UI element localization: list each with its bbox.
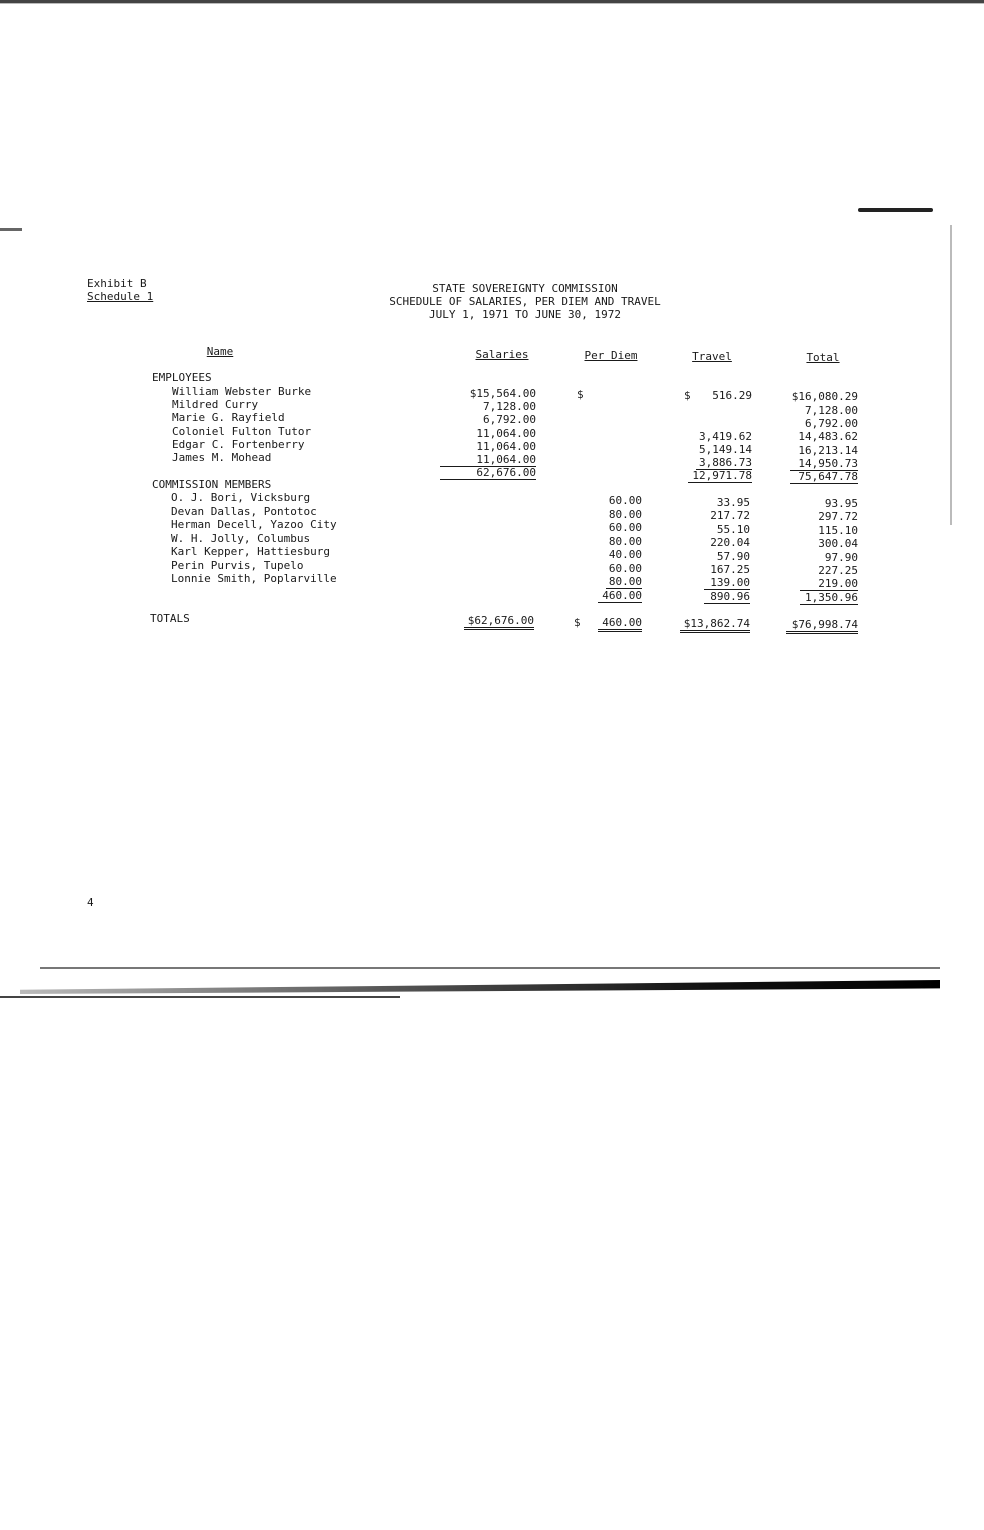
total-cell: $16,080.29: [791, 390, 858, 403]
salary-cell: 6,792.00: [483, 413, 536, 426]
exhibit-label: Exhibit B: [87, 277, 147, 290]
employee-name: Mildred Curry: [172, 398, 259, 411]
scan-mark-right: [858, 208, 933, 212]
scan-edge-right: [950, 225, 952, 525]
total-cell: 297.72: [818, 510, 858, 523]
travel-cell: 33.95: [716, 496, 750, 509]
salary-cell: 7,128.00: [483, 400, 536, 413]
column-header-travel: Travel: [692, 350, 732, 363]
member-name: O. J. Bori, Vicksburg: [171, 491, 311, 504]
total-cell: 300.04: [818, 537, 858, 550]
total-cell: 14,483.62: [798, 430, 858, 443]
travel-subtotal: 890.96: [704, 590, 750, 604]
total-subtotal: 1,350.96: [800, 591, 858, 605]
totals-salaries: $62,676.00: [464, 614, 534, 630]
salary-cell: 11,064.00: [440, 453, 536, 467]
document-subtitle: SCHEDULE OF SALARIES, PER DIEM AND TRAVEL: [389, 295, 661, 308]
travel-cell: 55.10: [716, 523, 750, 536]
per-diem-subtotal: 460.00: [598, 589, 642, 603]
scan-edge-top: [0, 0, 984, 8]
employee-name: Coloniel Fulton Tutor: [172, 425, 312, 438]
total-cell: 115.10: [818, 524, 858, 537]
travel-cell: 5,149.14: [699, 443, 752, 456]
total-cell: 219.00: [800, 577, 858, 591]
total-cell: 227.25: [818, 564, 858, 577]
per-diem-cell: 60.00: [608, 521, 642, 534]
scan-band: [40, 967, 940, 969]
travel-cell: 167.25: [710, 563, 750, 576]
schedule-label: Schedule 1: [87, 290, 154, 303]
page-number: 4: [87, 896, 94, 909]
total-cell: 97.90: [824, 551, 858, 564]
total-cell: 16,213.14: [798, 444, 858, 457]
totals-per-diem: 460.00: [598, 616, 642, 632]
per-diem-cell: 60.00: [608, 562, 642, 575]
totals-label: TOTALS: [150, 612, 190, 625]
scan-band: [20, 980, 940, 994]
section-heading-employees: EMPLOYEES: [152, 371, 212, 384]
per-diem-cell: 60.00: [608, 494, 642, 507]
member-name: Herman Decell, Yazoo City: [171, 518, 337, 531]
employee-name: James M. Mohead: [172, 451, 272, 464]
per-diem-cell: 80.00: [608, 508, 642, 521]
travel-currency-sign: $: [684, 389, 691, 402]
total-cell: 6,792.00: [805, 417, 858, 430]
travel-subtotal: 12,971.78: [688, 469, 752, 483]
member-name: Devan Dallas, Pontotoc: [171, 505, 317, 518]
employee-name: Marie G. Rayfield: [172, 411, 285, 424]
per-diem-cell: 40.00: [608, 548, 642, 561]
totals-grand-total: $76,998.74: [786, 618, 858, 634]
totals-travel: $13,862.74: [680, 617, 750, 633]
travel-cell: 516.29: [712, 389, 752, 402]
travel-cell: 3,886.73: [696, 456, 752, 470]
per-diem-currency-sign: $: [577, 388, 584, 401]
total-cell: 14,950.73: [790, 457, 858, 471]
scan-band: [0, 996, 400, 998]
per-diem-cell: 80.00: [608, 535, 642, 548]
column-header-name: Name: [206, 345, 234, 358]
salary-subtotal: 62,676.00: [440, 466, 536, 480]
employee-name: Edgar C. Fortenberry: [172, 438, 305, 451]
total-cell: 7,128.00: [805, 404, 858, 417]
total-subtotal: 75,647.78: [790, 470, 858, 484]
member-name: Lonnie Smith, Poplarville: [171, 572, 337, 585]
totals-per-diem-currency-sign: $: [574, 616, 581, 629]
employee-name: William Webster Burke: [172, 385, 312, 398]
salary-cell: $15,564.00: [469, 387, 536, 400]
total-cell: 93.95: [824, 497, 858, 510]
per-diem-cell: 80.00: [606, 575, 642, 589]
column-header-per-diem: Per Diem: [584, 349, 638, 362]
travel-cell: 57.90: [716, 550, 750, 563]
document-title: STATE SOVEREIGNTY COMMISSION: [432, 282, 618, 295]
column-header-total: Total: [806, 351, 840, 364]
travel-cell: 217.72: [710, 509, 750, 522]
column-header-salaries: Salaries: [475, 348, 529, 361]
scan-mark-left: [0, 228, 22, 231]
travel-cell: 220.04: [710, 536, 750, 549]
section-heading-commission-members: COMMISSION MEMBERS: [152, 478, 272, 491]
member-name: Perin Purvis, Tupelo: [171, 559, 304, 572]
salary-cell: 11,064.00: [476, 440, 536, 453]
document-period: JULY 1, 1971 TO JUNE 30, 1972: [428, 308, 622, 321]
member-name: W. H. Jolly, Columbus: [171, 532, 311, 545]
salary-cell: 11,064.00: [476, 427, 536, 440]
travel-cell: 3,419.62: [699, 430, 752, 443]
travel-cell: 139.00: [704, 576, 750, 590]
member-name: Karl Kepper, Hattiesburg: [171, 545, 330, 558]
